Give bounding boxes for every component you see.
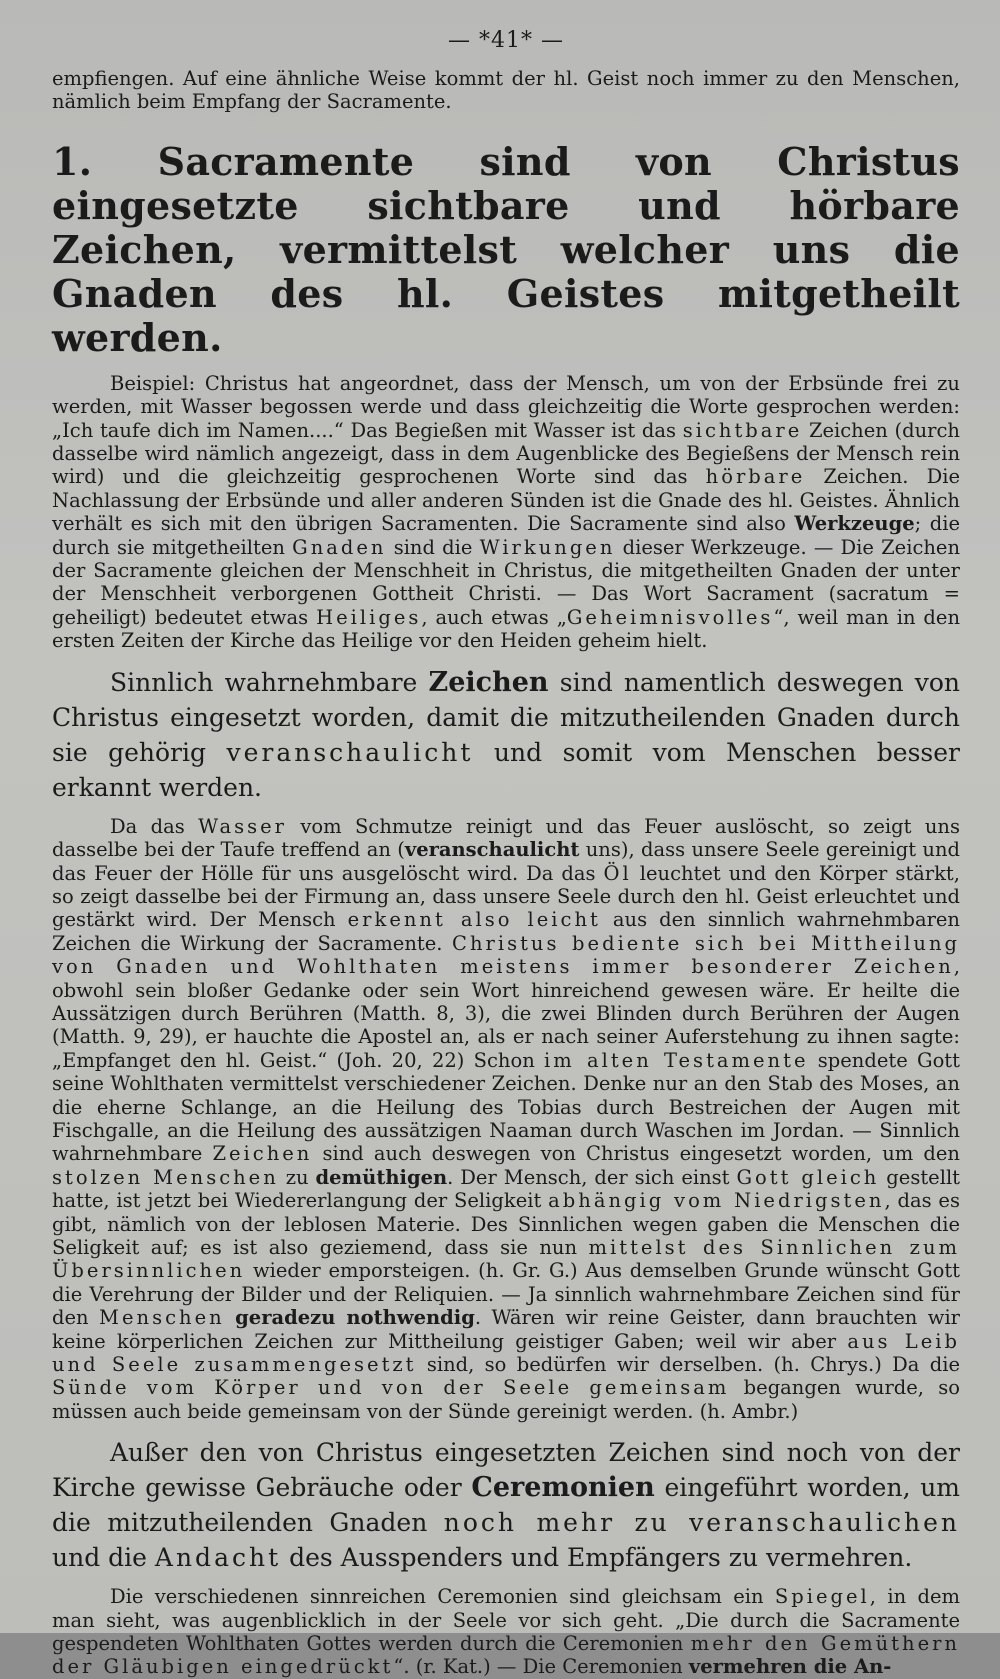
emphasis-spaced: Heiliges [316, 605, 422, 629]
emphasis-spaced: Zeichen [212, 1142, 313, 1166]
emphasis-spaced: abhängig vom Niedrigsten [548, 1189, 885, 1213]
section-heading: 1. Sacramente sind von Christus eingesetzte sichtbare und hörbare Zeichen, vermittelst welcher uns die Gnaden des hl. Geistes mitgetheilt werden. [52, 138, 960, 360]
text-run: , obwohl sein bloßer Gedanke oder sein Wort hinreichend gewesen wäre. Er heilte die Aussätzigen durch Berühren (Matth. 8, 3), die zwei Blinden durch Berühren der Augen (Matth. 9, 29), er hauchte die Apostel an, als er nach seiner Auferstehung zu ihnen sagte: „Empfanget den hl. Geist.“ (Joh. 20, 22) Schon [52, 955, 960, 1072]
text-run: und somit vom Menschen besser erkannt werden. [52, 737, 960, 802]
emphasis-spaced: mehr den Gemüthern der Gläubigen eingedrückt [52, 1632, 960, 1679]
emphasis-bold: Zeichen [428, 666, 549, 698]
text-run: , das es gibt, nämlich von der leblosen Materie. Des Sinnlichen wegen gaben die Menschen die Seligkeit auf; es ist also geziemend, dass sie nun [52, 1189, 960, 1259]
text-run: sind auch deswegen von Christus eingesetzt worden, um den [322, 1142, 960, 1166]
text-run: , auch etwas „ [421, 605, 567, 629]
emphasis-spaced: im alten Testamente [544, 1048, 809, 1072]
text-run: gestellt hatte, ist jetzt bei Wiedererlangung der Seligkeit [52, 1165, 961, 1213]
emphasis-spaced: sichtbare [682, 418, 803, 442]
intro-paragraph: empfiengen. Auf eine ähnliche Weise kommt der hl. Geist noch immer zu den Menschen, nämlich beim Empfang der Sacramente. [52, 67, 960, 114]
emphasis-spaced: Gnaden [292, 535, 387, 559]
emphasis-spaced: stolzen Menschen [52, 1165, 279, 1189]
emphasis-bold: geradezu nothwendig [235, 1306, 475, 1330]
emphasis-bold: Werkzeuge [794, 512, 915, 536]
page-number: — *41* — [448, 28, 564, 53]
text-run: Beispiel: Christus hat angeordnet, dass der Mensch, um von der Erbsünde frei zu werden, mit Wasser begossen werde und dass gleichzeitig die Worte gesprochen werden: „Ich taufe dich im Namen....“ Das Begießen mit Wasser ist das [52, 371, 960, 442]
lead-paragraph-ceremonies [52, 1435, 960, 1575]
text-run: ; die durch sie mitgetheilten [52, 512, 960, 559]
mirror-paragraph [52, 1585, 960, 1679]
emphasis-bold: Ceremonien [471, 1472, 655, 1504]
emphasis-spaced: erkennt also leicht [347, 908, 601, 932]
emphasis-spaced: Geheimnisvolles [566, 605, 774, 629]
water-fire-paragraph [52, 815, 960, 1424]
text-run: sind die [393, 535, 473, 559]
text-run: “, weil man in den ersten Zeiten der Kirche das Heilige vor den Heiden geheim hielt. [52, 605, 961, 653]
emphasis-spaced: Öl [603, 861, 632, 885]
emphasis-spaced: Menschen [99, 1306, 225, 1330]
example-paragraph [52, 372, 960, 653]
emphasis-spaced: veranschaulicht [226, 737, 474, 767]
text-run: begangen wurde, so müssen auch beide gemeinsam von der Sünde gereinigt werden. (h. Ambr.) [52, 1376, 960, 1423]
text-run: uns), dass unsere Seele gereinigt und das Feuer der Hölle für uns ausgelöscht wird. Da das [52, 838, 961, 885]
emphasis-bold: vermehren die An- [688, 1655, 892, 1679]
emphasis-spaced: Spiegel [774, 1585, 870, 1609]
text-run: zu [285, 1165, 309, 1189]
text-run: Sinnlich wahrnehmbare [110, 667, 418, 697]
emphasis-spaced: Gott gleich [736, 1165, 880, 1189]
emphasis-spaced: hörbare [705, 465, 806, 489]
emphasis-bold: veranschaulicht [404, 838, 580, 862]
emphasis-spaced: aus Leib und Seele zusammengesetzt [52, 1329, 960, 1377]
text-run: eingeführt worden, um die mitzutheilenden Gnaden [52, 1473, 961, 1538]
text-run: vom Schmutze reinigt und das Feuer auslöscht, so zeigt uns dasselbe bei der Taufe treffend an ( [52, 814, 960, 862]
text-run: . Wären wir reine Geister, dann brauchten wir keine körperlichen Zeichen zur Mittheilung geistiger Gaben; weil wir aber [52, 1306, 960, 1353]
text-run: leuchtet und den Körper stärkt, so zeigt dasselbe bei der Firmung an, dass unsere Seele durch den hl. Geist erleuchtet und gestärkt wird. Der Mensch [52, 861, 960, 932]
emphasis-spaced: Christus bediente sich bei Mittheilung von Gnaden und Wohlthaten meistens immer besonderer Zeichen [52, 931, 961, 979]
text-run: sind, so bedürfen wir derselben. (h. Chrys.) Da die [426, 1353, 960, 1377]
lead-paragraph-signs [52, 665, 960, 805]
text-run: des Ausspenders und Empfängers zu vermehren. [289, 1543, 913, 1573]
text-run: Da das [110, 814, 185, 838]
text-run: , in dem man sieht, was augenblicklich in der Seele vor sich geht. „Die durch die Sacramente gespendeten Wohlthaten Gottes werden durch die Ceremonien [52, 1585, 961, 1656]
text-run: dieser Werkzeuge. — Die Zeichen der Sacramente gleichen der Menschheit in Christus, die mitgetheilten Gnaden der unter der Menschheit verborgenen Gottheit Christi. — Das Wort Sacrament (sacratum = geheiligt) bedeutet etwas [52, 535, 961, 629]
text-run: aus den sinnlich wahrnehmbaren Zeichen die Wirkung der Sacramente. [52, 908, 960, 955]
text-run: Die verschiedenen sinnreichen Ceremonien sind gleichsam ein [110, 1585, 764, 1609]
text-run: “. (r. Kat.) — Die Ceremonien [393, 1655, 683, 1679]
text-run: wieder emporsteigen. (h. Gr. G.) Aus demselben Grunde wünscht Gott die Verehrung der Bilder und der Reliquien. — Ja sinnlich wahrnehmbare Zeichen sind für den [52, 1259, 960, 1330]
emphasis-spaced: Wasser [198, 814, 288, 838]
emphasis-spaced: Sünde vom Körper und von der Seele gemeinsam [52, 1376, 730, 1400]
text-run: Zeichen (durch dasselbe wird nämlich angezeigt, dass in dem Augenblicke des Begießens der Mensch rein wird) und die gleichzeitig gesprochenen Worte sind das [52, 418, 960, 489]
text-run: . Der Mensch, der sich einst [447, 1165, 730, 1189]
text-run: und die [52, 1543, 147, 1573]
emphasis-spaced: Andacht [154, 1543, 282, 1573]
text-run: Außer den von Christus eingesetzten Zeichen sind noch von der Kirche gewisse Gebräuche oder [52, 1438, 960, 1503]
text-run: Zeichen. Die Nachlassung der Erbsünde und aller anderen Sünden ist die Gnade des hl. Geistes. Ähnlich verhält es sich mit den übrigen Sacramenten. Die Sacramente sind also [52, 465, 961, 536]
text-run: sind namentlich deswegen von Christus eingesetzt worden, damit die mitzutheilenden Gnaden durch sie gehörig [52, 667, 961, 767]
text-run: spendete Gott seine Wohlthaten vermittelst verschiedener Zeichen. Denke nur an den Stab des Moses, an die eherne Schlange, an die Heilung des Tobias durch Bestreichen der Augen mit Fischgalle, an die Heilung des aussätzigen Naaman durch Waschen im Jordan. — Sinnlich wahrnehmbare [52, 1048, 960, 1166]
emphasis-spaced: mittelst des Sinnlichen zum Übersinnlichen [52, 1236, 960, 1283]
emphasis-spaced: Wirkungen [479, 535, 616, 559]
emphasis-spaced: noch mehr zu veranschaulichen [443, 1508, 960, 1538]
emphasis-bold: demüthigen [315, 1165, 448, 1189]
